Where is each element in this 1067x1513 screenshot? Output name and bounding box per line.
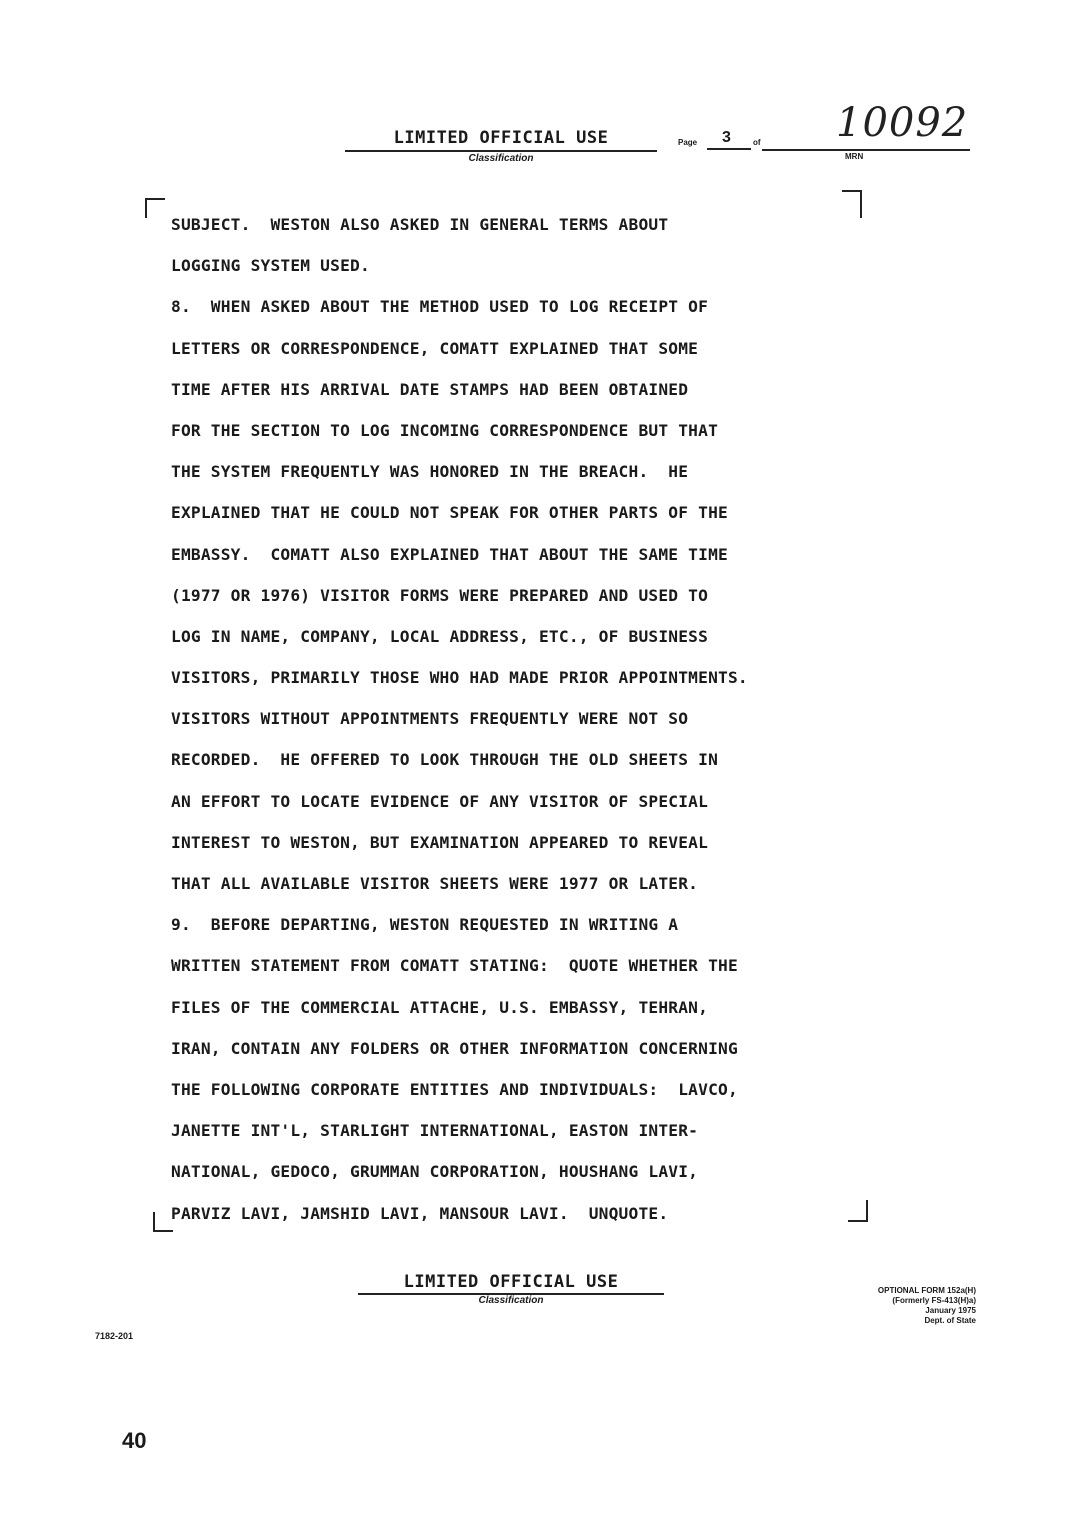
body-line: LETTERS OR CORRESPONDENCE, COMATT EXPLAINED THAT SOME [171, 338, 699, 358]
body-line: NATIONAL, GEDOCO, GRUMMAN CORPORATION, HOUSHANG LAVI, [171, 1162, 699, 1182]
header-page-underline [707, 148, 751, 150]
body-line: THE SYSTEM FREQUENTLY WAS HONORED IN THE BREACH. HE [171, 462, 689, 482]
body-line: IRAN, CONTAIN ANY FOLDERS OR OTHER INFORMATION CONCERNING [171, 1038, 738, 1058]
form-line: January 1975 [925, 1306, 976, 1315]
header-number-underline [762, 149, 970, 151]
form-identifier [790, 1286, 976, 1326]
body-line: LOG IN NAME, COMPANY, LOCAL ADDRESS, ETC., OF BUSINESS [171, 626, 709, 646]
body-line: SUBJECT. WESTON ALSO ASKED IN GENERAL TERMS ABOUT [171, 215, 669, 234]
body-line: 9. BEFORE DEPARTING, WESTON REQUESTED IN WRITING A [171, 915, 679, 935]
body-line: AN EFFORT TO LOCATE EVIDENCE OF ANY VISITOR OF SPECIAL [171, 791, 709, 811]
body-line: LOGGING SYSTEM USED. [171, 256, 370, 276]
body-line: PARVIZ LAVI, JAMSHID LAVI, MANSOUR LAVI. UNQUOTE. [171, 1203, 669, 1223]
header-page-label: Page [678, 138, 698, 147]
body-line: THE FOLLOWING CORPORATE ENTITIES AND INDIVIDUALS: LAVCO, [171, 1079, 738, 1099]
body-line: RECORDED. HE OFFERED TO LOOK THROUGH THE OLD SHEETS IN [171, 750, 719, 770]
handwritten-document-number: 10092 [836, 100, 969, 146]
body-line: THAT ALL AVAILABLE VISITOR SHEETS WERE 1977 OR LATER. [171, 874, 699, 893]
page-stamp: 40 [122, 1428, 147, 1453]
message-body [171, 204, 911, 1234]
body-line: EMBASSY. COMATT ALSO EXPLAINED THAT ABOUT THE SAME TIME [171, 544, 728, 564]
header-classification-underline [345, 150, 657, 152]
body-line: WRITTEN STATEMENT FROM COMATT STATING: QUOTE WHETHER THE [171, 956, 738, 976]
form-code: 7182-201 [95, 1331, 134, 1341]
body-line: INTEREST TO WESTON, BUT EXAMINATION APPEARED TO REVEAL [171, 832, 709, 852]
body-line: FILES OF THE COMMERCIAL ATTACHE, U.S. EMBASSY, TEHRAN, [171, 997, 709, 1017]
body-line: (1977 OR 1976) VISITOR FORMS WERE PREPARED AND USED TO [171, 585, 709, 605]
body-line: VISITORS, PRIMARILY THOSE WHO HAD MADE PRIOR APPOINTMENTS. [171, 668, 748, 688]
body-line: FOR THE SECTION TO LOG INCOMING CORRESPONDENCE BUT THAT [171, 420, 719, 440]
form-line: Dept. of State [924, 1316, 976, 1325]
corner-mark-top-left [145, 198, 165, 218]
body-line: TIME AFTER HIS ARRIVAL DATE STAMPS HAD BEEN OBTAINED [171, 379, 689, 399]
footer-classification: LIMITED OFFICIAL USE [403, 1272, 619, 1292]
form-line: OPTIONAL FORM 152a(H) [877, 1286, 976, 1295]
body-line: EXPLAINED THAT HE COULD NOT SPEAK FOR OTHER PARTS OF THE [171, 503, 728, 523]
header-mrn-label: MRN [845, 152, 864, 161]
form-line: (Formerly FS-413(H)a) [892, 1296, 976, 1305]
body-line: 8. WHEN ASKED ABOUT THE METHOD USED TO LOG RECEIPT OF [171, 297, 709, 317]
header-of-label: of [753, 138, 761, 147]
body-line: VISITORS WITHOUT APPOINTMENTS FREQUENTLY WERE NOT SO [171, 709, 689, 729]
header-classification: LIMITED OFFICIAL USE [393, 128, 609, 148]
header-page-number: 3 [722, 129, 731, 146]
corner-mark-bottom-left [153, 1212, 173, 1232]
footer-classification-caption: Classification [478, 1295, 544, 1306]
body-line: JANETTE INT'L, STARLIGHT INTERNATIONAL, EASTON INTER- [171, 1121, 699, 1141]
header-classification-caption: Classification [468, 153, 534, 164]
